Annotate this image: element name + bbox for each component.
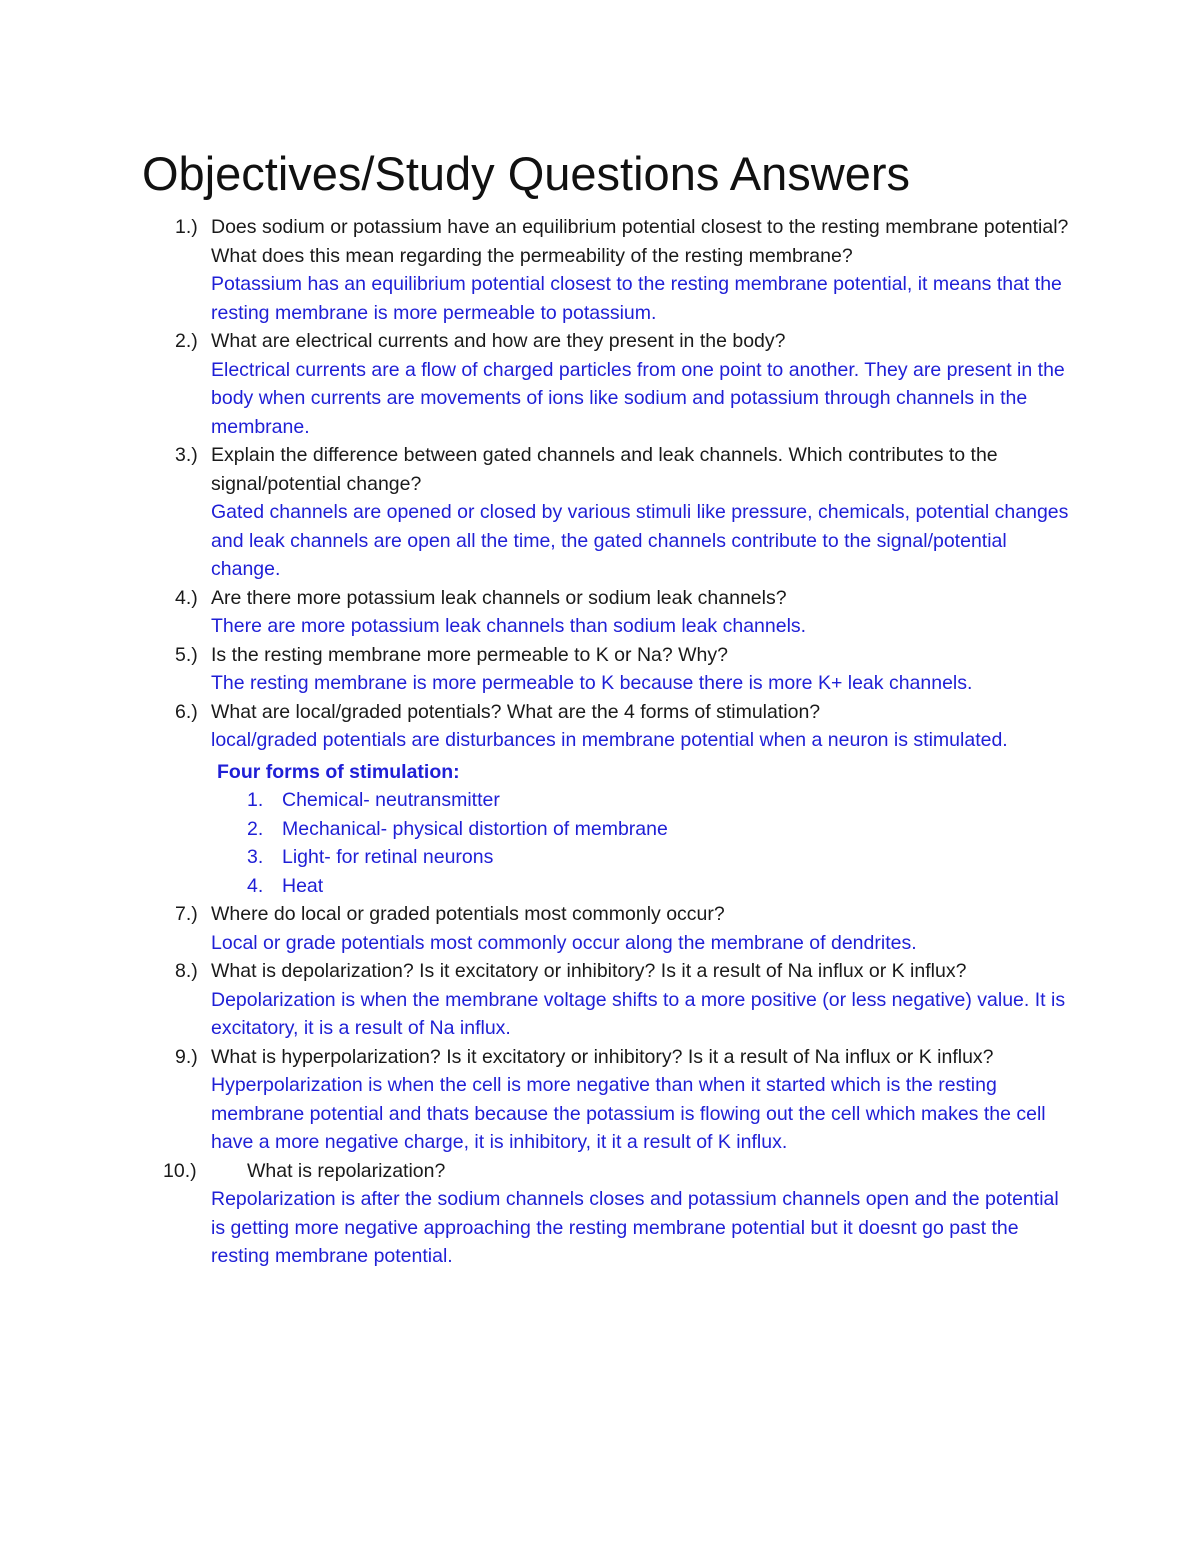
question-item-10	[0, 1157, 1071, 1271]
stimulation-list	[211, 786, 1071, 900]
list-item	[211, 843, 1071, 872]
question-text: What are electrical currents and how are they present in the body?	[211, 330, 786, 352]
question-text: What is depolarization? Is it excitatory or inhibitory? Is it a result of Na influx or K influx?	[211, 960, 967, 982]
page-title: Objectives/Study Questions Answers	[142, 147, 911, 200]
answer-text: Hyperpolarization is when the cell is more negative than when it started which is the resting membrane potential and thats because the potassium is flowing out the cell which makes the cell have a more negative charge, it is inhibitory, it it a result of K influx.	[211, 1074, 1046, 1153]
question-number: 3.)	[175, 444, 198, 466]
list-item	[211, 815, 1071, 844]
list-item-text: Light- for retinal neurons	[282, 846, 494, 868]
question-text: Is the resting membrane more permeable to K or Na? Why?	[211, 643, 728, 666]
answer-text: Depolarization is when the membrane voltage shifts to a more positive (or less negative) value. It is excitatory, it is a result of Na influx.	[211, 988, 1066, 1039]
question-item-6	[0, 698, 1071, 901]
question-number: 7.)	[175, 903, 198, 925]
question-item-8	[0, 957, 1071, 1043]
list-item-number: 4.	[247, 874, 264, 897]
question-number: 2.)	[175, 330, 198, 352]
list-item-number: 1.	[247, 789, 264, 811]
answer-text: Gated channels are opened or closed by various stimuli like pressure, chemicals, potential changes and leak channels are open all the time, the gated channels contribute to the signal/potential change.	[211, 501, 1069, 580]
list-item-text: Heat	[282, 874, 324, 897]
question-text: Are there more potassium leak channels or sodium leak channels?	[211, 586, 787, 609]
question-item-3	[0, 441, 1071, 584]
sub-heading: Four forms of stimulation:	[217, 760, 460, 783]
question-item-5	[0, 641, 1071, 698]
list-item-text: Chemical- neutransmitter	[282, 789, 500, 811]
question-item-9	[0, 1043, 1071, 1157]
answer-text: Repolarization is after the sodium channels closes and potassium channels open and the potential is getting more negative approaching the resting membrane potential but it doesnt go past the resting membrane potential.	[211, 1188, 1059, 1267]
list-item-number: 2.	[247, 817, 264, 840]
question-text: Where do local or graded potentials most commonly occur?	[211, 903, 725, 925]
question-item-7	[0, 900, 1071, 957]
question-number: 6.)	[175, 700, 198, 723]
list-item-number: 3.	[247, 846, 264, 868]
question-number: 4.)	[175, 586, 198, 609]
list-item-text: Mechanical- physical distortion of membrane	[282, 817, 668, 840]
question-item-1	[0, 213, 1071, 327]
question-text: Explain the difference between gated channels and leak channels. Which contributes to the signal/potential change?	[211, 444, 998, 495]
answer-text: local/graded potentials are disturbances in membrane potential when a neuron is stimulated.	[211, 729, 1008, 751]
question-text: Does sodium or potassium have an equilibrium potential closest to the resting membrane potential? What does this mean regarding the permeability of the resting membrane?	[211, 216, 1069, 267]
list-item	[211, 872, 1071, 901]
question-number: 9.)	[175, 1045, 198, 1068]
question-item-4	[0, 584, 1071, 641]
question-text: What is repolarization?	[247, 1159, 446, 1182]
question-list	[0, 213, 1200, 1271]
answer-text: The resting membrane is more permeable to K because there is more K+ leak channels.	[211, 672, 973, 694]
answer-text: Electrical currents are a flow of charged particles from one point to another. They are present in the body when currents are movements of ions like sodium and potassium through channels in the membrane.	[211, 358, 1065, 438]
question-number: 5.)	[175, 643, 198, 666]
answer-text: Potassium has an equilibrium potential closest to the resting membrane potential, it means that the resting membrane is more permeable to potassium.	[211, 273, 1062, 324]
question-text: What are local/graded potentials? What are the 4 forms of stimulation?	[211, 700, 821, 723]
answer-text: There are more potassium leak channels than sodium leak channels.	[211, 615, 807, 637]
question-number: 10.)	[163, 1159, 197, 1182]
list-item	[211, 786, 1071, 815]
question-number: 8.)	[175, 960, 198, 982]
question-item-2	[0, 327, 1071, 441]
answer-text: Local or grade potentials most commonly occur along the membrane of dendrites.	[211, 931, 917, 954]
question-number: 1.)	[175, 216, 198, 238]
question-text: What is hyperpolarization? Is it excitatory or inhibitory? Is it a result of Na influx or K influx?	[211, 1045, 994, 1068]
